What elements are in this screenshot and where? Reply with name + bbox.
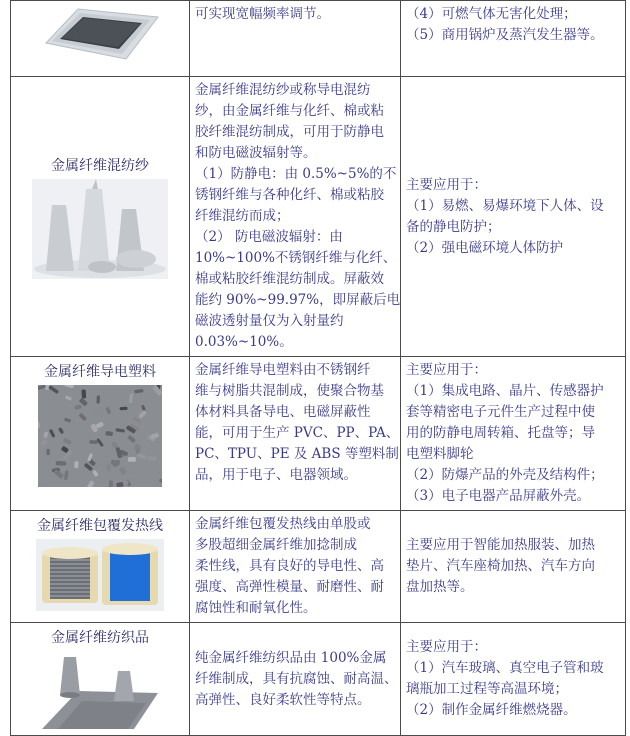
application-line: 主要应用于：	[406, 176, 487, 193]
wire-spools-image	[36, 539, 164, 611]
application-line: （1）集成电路、晶片、传感器护	[406, 383, 604, 399]
description-line: 和防电磁波辐射等。	[195, 145, 317, 161]
pellets-image	[38, 385, 162, 487]
product-cell	[11, 357, 190, 511]
application-line: 主要应用于：	[406, 362, 487, 378]
application-line: 垫片、汽车座椅加热、汽车方向	[406, 558, 595, 574]
product-cell	[11, 77, 190, 357]
description-line: 腐蚀性和耐氧化性。	[195, 600, 317, 616]
application-cell	[401, 77, 626, 357]
description-line: 纤维混纺而成；	[195, 208, 290, 224]
product-cell	[11, 1, 190, 77]
description-line: 磁波透射量仅为入射量约	[195, 313, 344, 329]
description-cell	[190, 1, 401, 77]
burner-panel-image	[38, 3, 162, 65]
description-line: 0.03%~10%。	[195, 334, 293, 350]
application-line: （1）汽车玻璃、真空电子管和玻	[406, 660, 604, 676]
description-line: 可实现宽幅频率调节。	[195, 6, 330, 22]
description-cell	[190, 357, 401, 511]
application-line: 备的静电防护；	[406, 218, 501, 235]
product-name: 金属纤维包覆发热线	[37, 518, 163, 534]
description-line: 棉或粘胶纤维混纺制成。屏蔽效	[195, 271, 384, 287]
application-line: （2）制作金属纤维燃烧器。	[406, 702, 577, 718]
description-line: PC、TPU、PE 及 ABS 等塑料制	[195, 446, 399, 462]
table-row	[11, 77, 626, 357]
description-line: 柔性线，具有良好的导电性、高	[195, 558, 384, 574]
product-cell	[11, 511, 190, 623]
description-line: 金属纤维混纺纱或称导电混纺	[195, 82, 371, 98]
application-cell	[401, 1, 626, 77]
product-name: 金属纤维纺织品	[51, 630, 149, 646]
application-line: 电塑料脚轮	[406, 446, 474, 462]
description-line: 纱，由金属纤维与化纤、棉或粘	[195, 103, 384, 119]
description-line: 纤维制成，具有抗腐蚀、耐高温、	[195, 670, 398, 687]
application-cell	[401, 511, 626, 623]
application-line: 主要应用于智能加热服装、加热	[406, 537, 595, 553]
description-line: 胶纤维混纺制成，可用于防静电	[195, 124, 384, 140]
application-cell	[401, 623, 626, 736]
application-line: 套等精密电子元件生产过程中使	[406, 404, 595, 420]
description-cell	[190, 511, 401, 623]
application-line: （2）防爆产品的外壳及结构件；	[406, 467, 604, 483]
table-row	[11, 623, 626, 736]
application-line: 用的防静电周转箱、托盘等；导	[406, 425, 595, 441]
description-cell	[190, 77, 401, 357]
yarn-cones-image	[32, 179, 168, 279]
application-line: （1）易燃、易爆环境下人体、设	[406, 197, 604, 214]
textile-image	[38, 651, 162, 731]
application-line: 盘加热等。	[406, 579, 474, 595]
table-row	[11, 1, 626, 77]
description-line: 强度、高弹性模量、耐磨性、耐	[195, 579, 384, 595]
description-line: 体材料具备导电、电磁屏蔽性	[195, 404, 371, 420]
application-line: （2）强电磁环境人体防护	[406, 239, 564, 256]
application-line: 璃瓶加工过程等高温环境；	[406, 681, 568, 697]
description-line: 金属纤维包覆发热线由单股或	[195, 516, 371, 532]
description-line: 维与树脂共混制成，使聚合物基	[195, 383, 384, 399]
description-line: 10%~100%不锈钢纤维与化纤、	[195, 250, 397, 266]
table-row	[11, 357, 626, 511]
description-line: 纯金属纤维纺织品由 100%金属	[195, 649, 387, 666]
description-line: （2） 防电磁波辐射：由	[195, 229, 343, 245]
description-line: 高弹性、良好柔软性等特点。	[195, 691, 371, 708]
description-cell	[190, 623, 401, 736]
description-line: 品，用于电子、电器领域。	[195, 467, 357, 483]
description-line: （1）防静电：由 0.5%~5%的不	[195, 166, 397, 182]
application-line: （5）商用锅炉及蒸汽发生器等。	[406, 27, 604, 43]
application-line: 主要应用于：	[406, 639, 487, 655]
application-line: （4）可燃气体无害化处理；	[406, 6, 577, 22]
application-line: （3）电子电器产品屏蔽外壳。	[406, 488, 591, 504]
application-cell	[401, 357, 626, 511]
description-line: 能约 90%~99.97%，即屏蔽后电	[195, 292, 401, 308]
product-name: 金属纤维导电塑料	[44, 364, 156, 380]
description-line: 金属纤维导电塑料由不锈钢纤	[195, 362, 371, 378]
description-line: 锈钢纤维与各种化纤、棉或粘胶	[195, 187, 384, 203]
table-row	[11, 511, 626, 623]
product-name: 金属纤维混纺纱	[51, 157, 149, 174]
description-line: 多股超细金属纤维加捻制成	[195, 537, 357, 553]
description-line: 能，可用于生产 PVC、PP、PA、	[195, 425, 400, 441]
product-table	[10, 0, 626, 736]
product-cell	[11, 623, 190, 736]
